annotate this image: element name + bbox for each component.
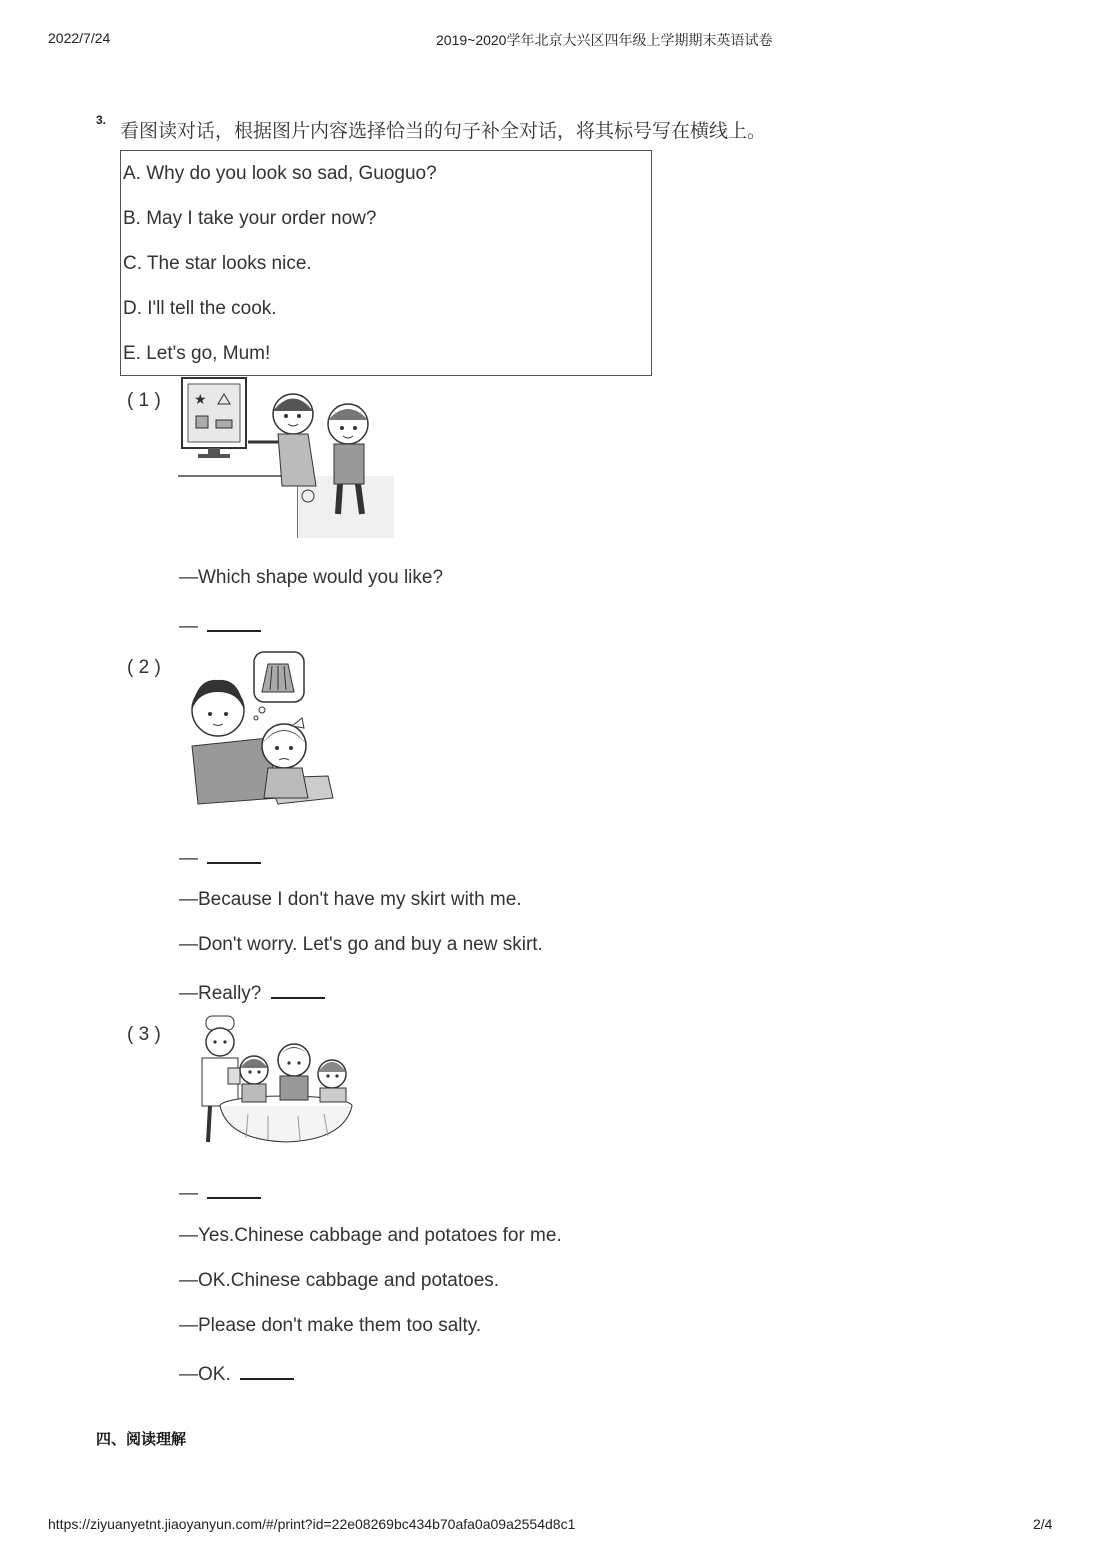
part-3-label: ( 3 ) <box>127 1024 161 1045</box>
option-c: C. The star looks nice. <box>123 253 312 274</box>
question-number: 3. <box>96 113 107 127</box>
part-3-line-3: —OK.Chinese cabbage and potatoes. <box>179 1270 500 1291</box>
part-3-line-5: —OK. <box>179 1360 294 1386</box>
option-e: E. Let's go, Mum! <box>123 343 271 364</box>
part-3-line-4: —Please don't make them too salty. <box>179 1315 482 1336</box>
part-1-line-2: — <box>179 612 261 638</box>
part-3-line-1: — <box>179 1179 261 1205</box>
part-2-illustration <box>188 648 338 808</box>
answer-blank[interactable] <box>207 844 261 864</box>
option-d: D. I'll tell the cook. <box>123 298 277 319</box>
answer-blank[interactable] <box>240 1360 294 1380</box>
part-2-line-1: — <box>179 844 261 870</box>
part-2-line-4: —Really? <box>179 979 325 1005</box>
part-1-illustration <box>178 376 394 538</box>
question-instruction: 看图读对话，根据图片内容选择恰当的句子补全对话，将其标号写在横线上。 <box>120 121 767 142</box>
footer-url[interactable]: https://ziyuanyetnt.jiaoyanyun.com/#/print?id=22e08269bc434b70afa0a09a2554d8c1 <box>48 1516 576 1532</box>
part-2-line-3: —Don't worry. Let's go and buy a new skirt. <box>179 934 543 955</box>
part-1-line-1: —Which shape would you like? <box>179 567 444 588</box>
part-2-line-2: —Because I don't have my skirt with me. <box>179 889 522 910</box>
footer-page-number: 2/4 <box>1033 1516 1053 1532</box>
answer-blank[interactable] <box>207 612 261 632</box>
answer-blank[interactable] <box>207 1179 261 1199</box>
svg-text:★: ★ <box>194 392 207 408</box>
part-3-line-2: —Yes.Chinese cabbage and potatoes for me. <box>179 1225 562 1246</box>
option-a: A. Why do you look so sad, Guoguo? <box>123 163 437 184</box>
option-b: B. May I take your order now? <box>123 208 377 229</box>
answer-blank[interactable] <box>271 979 325 999</box>
header-date: 2022/7/24 <box>48 30 111 46</box>
part-2-label: ( 2 ) <box>127 657 161 678</box>
header-title: 2019~2020学年北京大兴区四年级上学期期末英语试卷 <box>436 32 773 48</box>
options-box <box>120 150 652 376</box>
section-heading: 四、阅读理解 <box>96 1431 187 1448</box>
part-1-label: ( 1 ) <box>127 390 161 411</box>
part-3-illustration <box>188 1014 358 1146</box>
